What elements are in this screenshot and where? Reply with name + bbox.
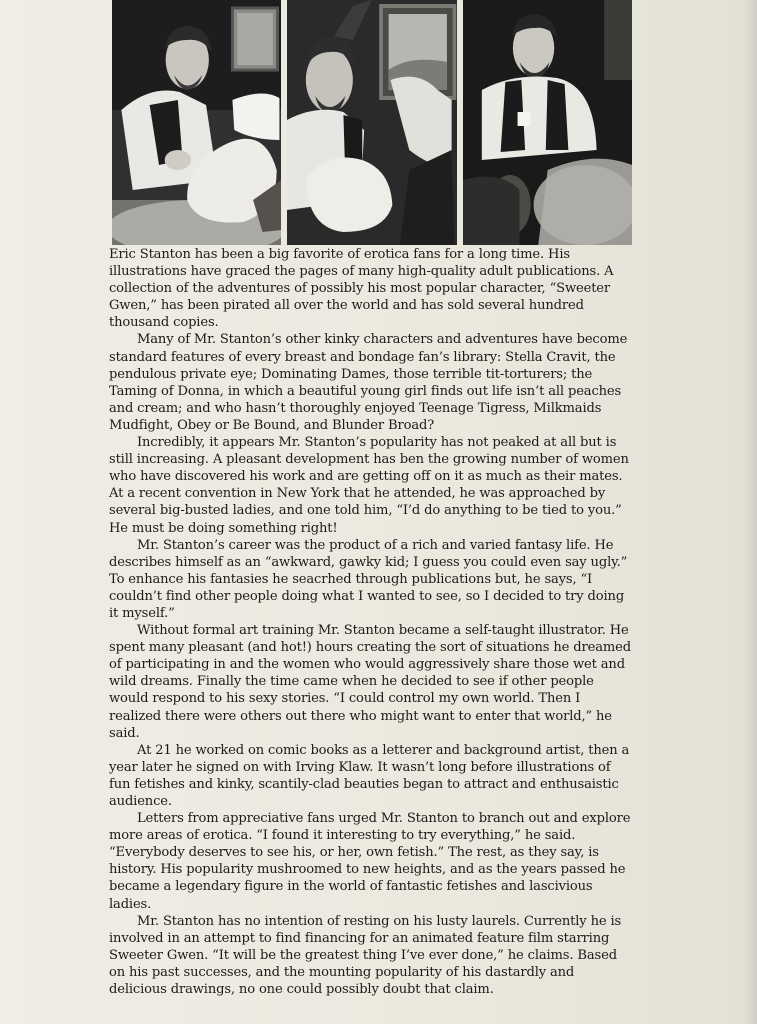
page-edge-shadow <box>743 0 757 1024</box>
paragraph-5: Without formal art training Mr. Stanton became a self-taught illustrator. He spent many pleasant (and hot!) hours creating the sort of situations he dreamed of participating in and the women who would aggressively share those wet and wild dreams. Finally the time came when he decided to see if other people would respond to his sexy stories. “I could control my own world. Then I realized there were others out there who might want to enter that world,” he said. <box>109 623 631 741</box>
paragraph-8: Mr. Stanton has no intention of resting on his lusty laurels. Currently he is involved in an attempt to find financing for an animated feature film starring Sweeter Gwen. “It will be the greatest thing I’ve ever done,” he claims. Based on his past successes, and the mounting popularity of his dastardly and delicious drawings, no one could possibly doubt that claim. <box>109 913 622 998</box>
photo-left <box>112 0 281 245</box>
photo-left-image <box>112 0 281 245</box>
paragraph-3: Incredibly, it appears Mr. Stanton’s popularity has not peaked at all but is still increasing. A pleasant development has ben the growing number of women who have discovered his work and are getting off on it as much as their mates. At a recent convention in New York that he attended, he was approached by several big-busted ladies, and one told him, “I’d do anything to be tied to you.” He must be doing something right! <box>109 435 629 536</box>
paragraph-1: Eric Stanton has been a big favorite of erotica fans for a long time. His illustrations have graced the pages of many high-quality adult publications. A collection of the adventures of possibly his most popular character, “Sweeter Gwen,” has been pirated all over the world and has sold several hundred thousand copies. <box>109 247 614 331</box>
paragraph-7: Letters from appreciative fans urged Mr. Stanton to branch out and explore more areas of erotica. “I found it interesting to try everything,” he said. “Everybody deserves to see his, or her, own fetish.” The rest, as they say, is history. His popularity mushroomed to new heights, and as the years passed he became a legendary figure in the world of fantastic fetishes and lascivious ladies. <box>109 811 631 912</box>
paragraph-4: Mr. Stanton’s career was the product of a rich and varied fantasy life. He describes himself as an “awkward, gawky kid; I guess you could even say ugly.” To enhance his fantasies he seacrhed through publications but, he says, “I couldn’t find other people doing what I wanted to see, so I decided to try doing it myself.” <box>109 537 628 621</box>
paragraph-2: Many of Mr. Stanton’s other kinky characters and adventures have become standard features of every breast and bondage fan’s library: Stella Cravit, the pendulous private eye; Dominating Dames, those terrible tit-torturers; the Taming of Donna, in which a beautiful young girl finds out life isn’t all peaches and cream; and who hasn’t thoroughly enjoyed Teenage Tigress, Milkmaids Mudfight, Obey or Be Bound, and Blunder Broad? <box>109 332 628 433</box>
photo-middle <box>287 0 456 245</box>
photo-right <box>463 0 632 245</box>
photo-right-image <box>463 0 632 245</box>
paragraph-6: At 21 he worked on comic books as a letterer and background artist, then a year later he signed on with Irving Klaw. It wasn’t long before illustrations of fun fetishes and kinky, scantily-clad beauties began to attract and enthusaistic audience. <box>109 742 630 809</box>
photo-middle-image <box>287 0 456 245</box>
photo-strip <box>112 0 632 245</box>
article-body <box>109 246 634 998</box>
